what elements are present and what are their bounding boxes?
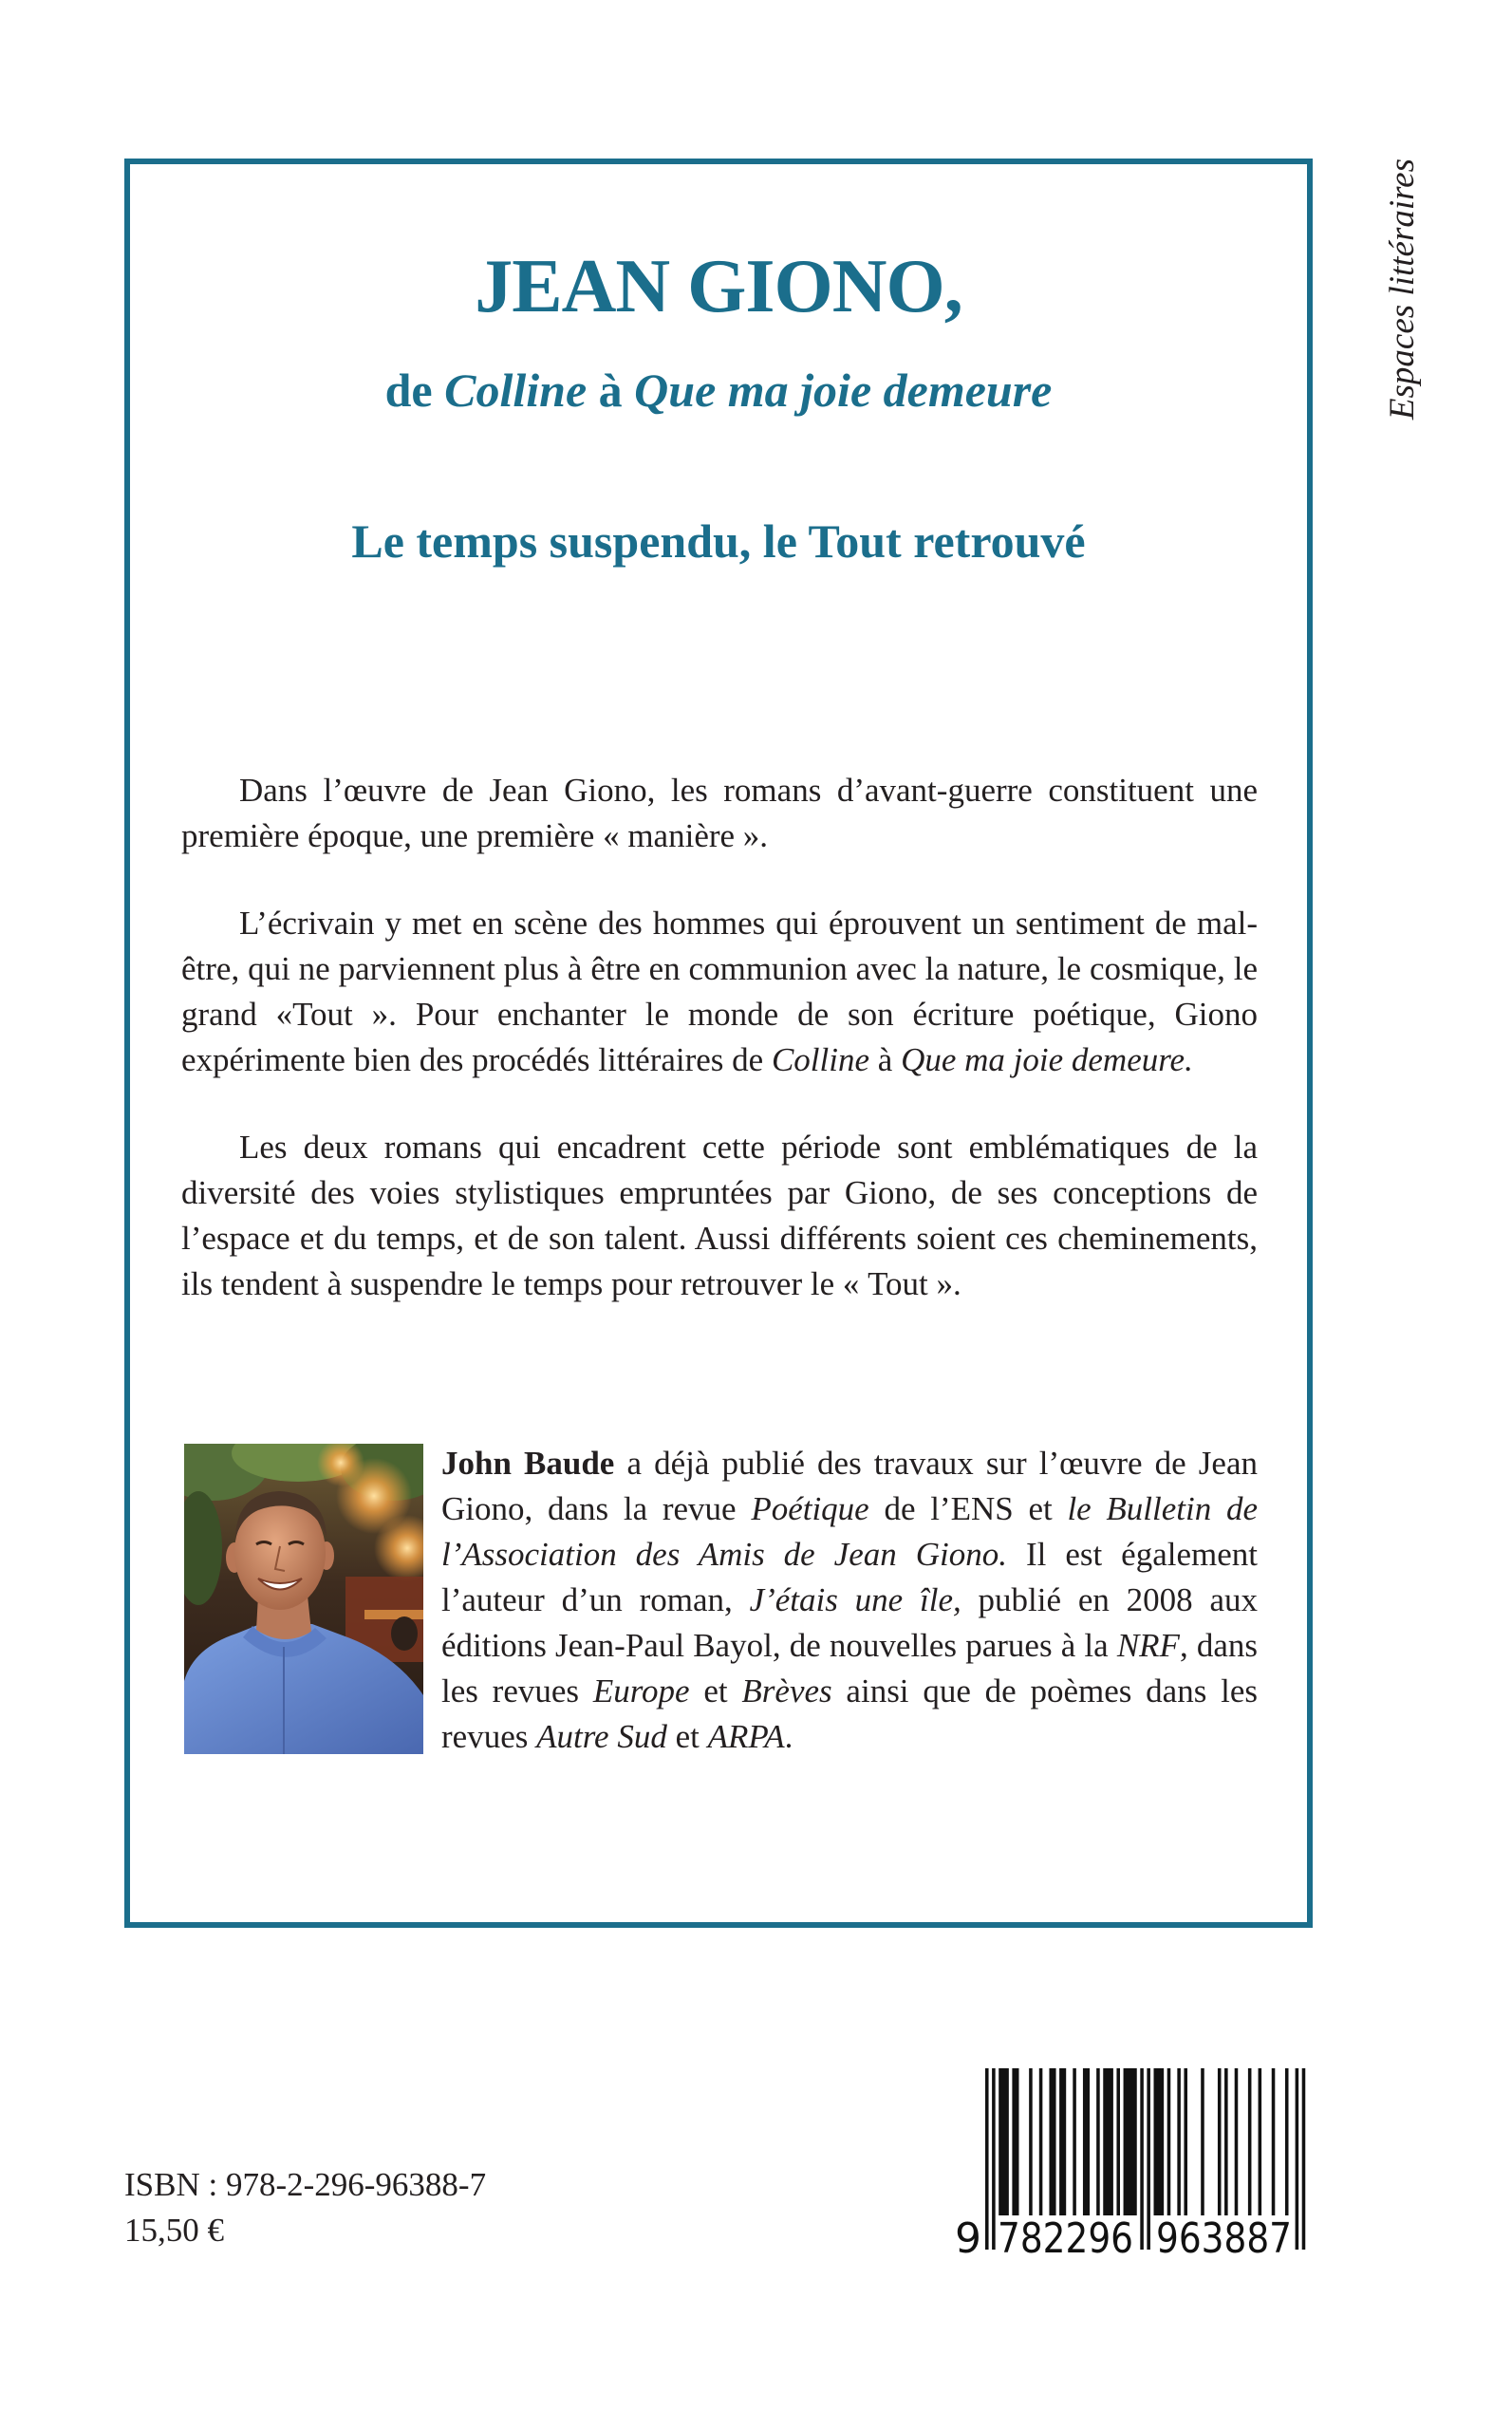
summary-paragraph-3: Les deux romans qui encadrent cette période sont emblématiques de la diversité des voies stylistiques empruntées par Giono, de ses conceptions de l’espace et du temps, et de son talent. Aussi différents soient ces cheminements, ils tendent à suspendre le temps pour retrouver le « Tout ». <box>181 1129 1258 1302</box>
bio-text: Il est également l’auteur d’un roman, <box>441 1536 1258 1618</box>
bio-title-europe: Europe <box>592 1672 690 1709</box>
barcode-bar <box>1177 2068 1181 2215</box>
barcode-bar <box>1218 2068 1222 2215</box>
barcode-bar <box>1039 2068 1043 2215</box>
barcode-bar <box>1285 2068 1289 2215</box>
bio-text: a déjà publié des travaux sur l’œuvre de Jean Giono, dans la revue <box>441 1445 1258 1527</box>
barcode-bar <box>1073 2068 1076 2215</box>
bio-title-bulletin: le Bulletin de l’Association des Amis de Jean Giono. <box>441 1490 1259 1573</box>
bio-title-arpa: ARPA <box>707 1718 785 1755</box>
author-name: John Baude <box>441 1445 615 1482</box>
barcode-bar <box>1235 2068 1239 2215</box>
isbn-barcode <box>949 2064 1310 2259</box>
barcode-bar <box>1049 2068 1055 2215</box>
barcode-bar <box>1029 2068 1033 2215</box>
subtitle-connector: à <box>587 364 635 417</box>
book-subtitle <box>124 365 1313 415</box>
barcode-bar <box>1096 2068 1100 2215</box>
barcode-bar <box>1012 2068 1018 2215</box>
summary-paragraph-2-text: L’écrivain y met en scène des hommes qui éprouvent un sentiment de mal-être, qui ne parviennent plus à être en communion avec la nature, le cosmique, le grand «Tout ». Pour enchanter le monde de son écriture poétique, Giono expérimente bien des procédés littéraires de <box>181 905 1258 1078</box>
barcode-bar <box>1224 2068 1228 2215</box>
barcode-bar <box>1167 2068 1171 2215</box>
barcode-bar <box>1124 2068 1137 2215</box>
price-label: 15,50 € <box>124 2212 224 2249</box>
barcode-bar <box>1201 2068 1204 2215</box>
barcode-guard-bar <box>992 2068 996 2250</box>
bio-text: , dans les revues <box>441 1627 1259 1709</box>
barcode-bar <box>1248 2068 1252 2215</box>
footer-info <box>124 2162 486 2253</box>
bio-title-nrf: NRF <box>1116 1627 1180 1664</box>
bio-title-breves: Brèves <box>741 1672 832 1709</box>
bio-text: de l’ENS et <box>868 1490 1068 1527</box>
bio-text: et <box>666 1718 708 1755</box>
bio-text: et <box>689 1672 742 1709</box>
barcode-bar <box>1154 2068 1165 2215</box>
barcode-right-digits: 963887 <box>1156 2214 1292 2259</box>
book-title: JEAN GIONO, <box>475 245 962 328</box>
author-photo <box>184 1444 423 1754</box>
barcode-guard-bar <box>1302 2068 1306 2250</box>
bio-text: publié en 2008 aux éditions Jean-Paul Bayol, de nouvelles parues à la <box>441 1581 1258 1664</box>
summary-paragraph-2 <box>181 901 1258 1083</box>
subtitle-work-colline: Colline <box>444 364 588 417</box>
summary-paragraph-1: Dans l’œuvre de Jean Giono, les romans d’avant-guerre constituent une première époque, une première « manière ». <box>181 772 1258 854</box>
barcode-bar <box>1272 2068 1276 2215</box>
barcode-bar <box>999 2068 1009 2215</box>
barcode-left-digits: 782296 <box>998 2214 1133 2259</box>
bio-title-jetais-une-ile: J’étais une île, <box>749 1581 961 1618</box>
barcode-bar <box>1103 2068 1113 2215</box>
bio-title-poetique: Poétique <box>751 1490 869 1527</box>
summary-text <box>181 768 1258 1349</box>
summary-connector: à <box>869 1041 902 1078</box>
summary-work-que-ma-joie-demeure: Que ma joie demeure. <box>901 1041 1193 1078</box>
barcode-bar <box>1059 2068 1066 2215</box>
barcode-bar <box>1116 2068 1120 2215</box>
subtitle-work-que-ma-joie-demeure: Que ma joie demeure <box>634 364 1053 417</box>
spine-series-label: Espaces littéraires <box>1383 159 1422 420</box>
bio-text: ainsi que de poèmes dans les revues <box>441 1672 1258 1755</box>
barcode-bar <box>1184 2068 1187 2215</box>
isbn-label: ISBN : 978-2-296-96388-7 <box>124 2166 487 2203</box>
author-section <box>184 1441 1258 1764</box>
book-tagline: Le temps suspendu, le Tout retrouvé <box>351 514 1086 568</box>
summary-work-colline: Colline <box>771 1041 870 1078</box>
barcode-bar <box>1259 2068 1262 2215</box>
barcode-guard-bar <box>1296 2068 1299 2250</box>
barcode-guard-bar <box>1147 2068 1150 2250</box>
bio-text: . <box>784 1718 793 1755</box>
barcode-guard-bar <box>985 2068 989 2250</box>
bio-title-autre-sud: Autre Sud <box>536 1718 667 1755</box>
barcode-guard-bar <box>1140 2068 1144 2250</box>
subtitle-prefix: de <box>384 364 445 417</box>
barcode-first-digit: 9 <box>955 2214 981 2259</box>
author-bio <box>441 1441 1258 1760</box>
barcode-bar <box>1083 2068 1090 2215</box>
